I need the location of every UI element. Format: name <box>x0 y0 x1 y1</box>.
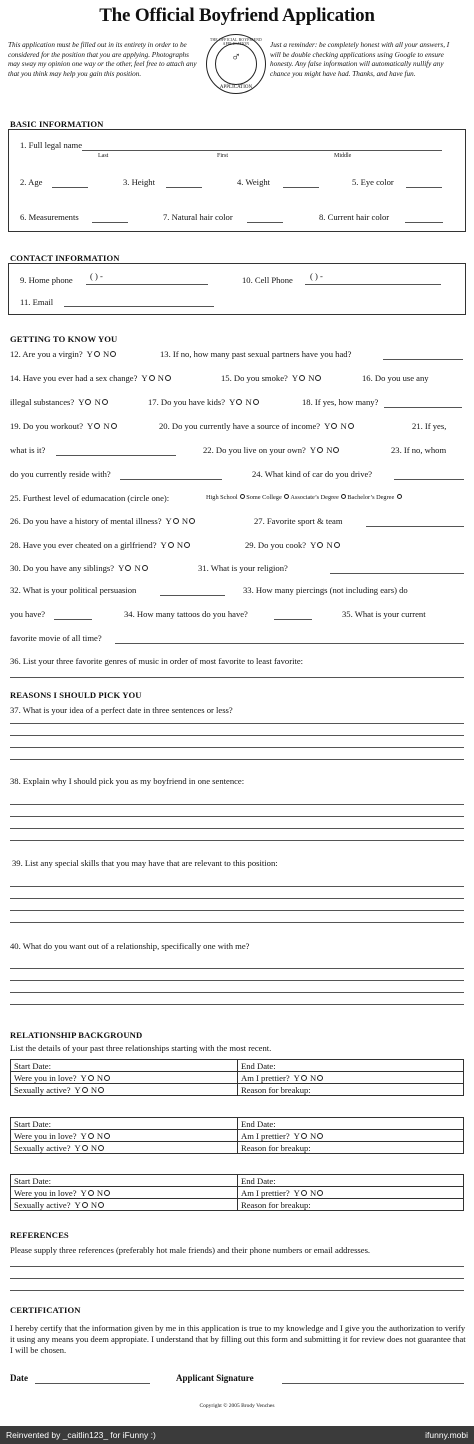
seal-top-text: THE OFFICIAL BOYFRIEND APPLICATION <box>210 38 262 46</box>
in-love-no: N <box>96 1187 104 1198</box>
date-label: Date <box>10 1373 28 1383</box>
sexually-active-cell <box>11 1199 238 1211</box>
signature-field[interactable] <box>282 1383 464 1384</box>
q16-no: N <box>94 397 101 407</box>
breakup-reason-label: Reason for breakup: <box>241 1199 311 1210</box>
answer-line[interactable] <box>10 816 464 817</box>
breakup-reason-cell[interactable] <box>238 1142 464 1154</box>
active-no-radio[interactable] <box>98 1202 104 1208</box>
q36-label: 36. List your three favorite genres of music in order of most favorite to least favorite: <box>10 656 304 666</box>
active-yes: Y <box>74 1142 81 1153</box>
answer-line[interactable] <box>10 747 464 748</box>
q19-no: N <box>103 421 110 431</box>
q25-label: 25. Furthest level of edumacation (circle one): <box>10 493 170 503</box>
q28-row <box>10 540 191 550</box>
q20-yes-radio[interactable] <box>331 423 337 429</box>
in-love-yes-radio[interactable] <box>88 1075 94 1081</box>
prettier-no-radio[interactable] <box>317 1190 323 1196</box>
q1-label: 1. Full legal name <box>20 140 83 150</box>
q14-no: N <box>157 373 164 383</box>
active-no: N <box>90 1084 98 1095</box>
q26-label: 26. Do you have a history of mental illness? <box>10 516 162 526</box>
sexually-active-label: Sexually active? <box>14 1084 71 1095</box>
answer-line[interactable] <box>10 886 464 887</box>
copyright: Copyright © 2005 Brody Venches <box>199 1403 275 1409</box>
edu-option[interactable]: High School <box>206 494 238 501</box>
answer-line[interactable] <box>10 980 464 981</box>
relationship-table-2 <box>10 1117 464 1154</box>
prettier-yes: Y <box>293 1130 300 1141</box>
prettier-yes-radio[interactable] <box>301 1075 307 1081</box>
end-date-cell[interactable] <box>238 1118 464 1130</box>
seal-bottom-text: APPLICATION <box>219 85 253 90</box>
active-yes-radio[interactable] <box>82 1145 88 1151</box>
q36-field[interactable] <box>10 677 464 678</box>
basic-info-heading: BASIC INFORMATION <box>10 119 104 129</box>
in-love-no-radio[interactable] <box>104 1133 110 1139</box>
reference-line[interactable] <box>10 1266 464 1267</box>
q19-label: 19. Do you workout? <box>10 421 84 431</box>
q38-label: 38. Explain why I should pick you as my boyfriend in one sentence: <box>10 776 245 786</box>
sexually-active-label: Sexually active? <box>14 1199 71 1210</box>
q15-yes-radio[interactable] <box>299 375 305 381</box>
answer-line[interactable] <box>10 898 464 899</box>
q20-yes: Y <box>324 421 331 431</box>
middle-label: Middle <box>334 153 352 159</box>
q18-field[interactable] <box>384 407 462 408</box>
natural-hair-field[interactable] <box>247 222 283 223</box>
q37-label: 37. What is your idea of a perfect date in three sentences or less? <box>10 705 233 715</box>
active-yes-radio[interactable] <box>82 1202 88 1208</box>
q31-label: 31. What is your religion? <box>198 563 288 573</box>
in-love-yes: Y <box>80 1130 87 1141</box>
q29-row <box>245 540 341 550</box>
q31-field[interactable] <box>330 573 464 574</box>
in-love-cell <box>11 1187 238 1199</box>
q13-label: 13. If no, how many past sexual partners have you had? <box>160 349 352 359</box>
home-phone-field[interactable] <box>86 284 208 285</box>
current-hair-field[interactable] <box>405 222 443 223</box>
q26-yes: Y <box>165 516 172 526</box>
q29-yes-radio[interactable] <box>317 542 323 548</box>
q28-label: 28. Have you ever cheated on a girlfriend? <box>10 540 157 550</box>
reasons-heading: REASONS I SHOULD PICK YOU <box>10 690 142 700</box>
q7-label: 7. Natural hair color <box>163 212 233 222</box>
answer-line[interactable] <box>10 968 464 969</box>
q29-yes: Y <box>310 540 317 550</box>
q21-label: 21. If yes, <box>412 421 447 431</box>
q22-row <box>203 445 340 455</box>
answer-line[interactable] <box>10 910 464 911</box>
q9-label: 9. Home phone <box>20 275 73 285</box>
q12-yes: Y <box>86 349 93 359</box>
breakup-reason-label: Reason for breakup: <box>241 1084 311 1095</box>
answer-line[interactable] <box>10 804 464 805</box>
q28-no-radio[interactable] <box>184 542 190 548</box>
in-love-no: N <box>96 1072 104 1083</box>
start-date-cell[interactable] <box>11 1060 238 1072</box>
relationship-table-3 <box>10 1174 464 1211</box>
active-yes: Y <box>74 1084 81 1095</box>
q10-label: 10. Cell Phone <box>242 275 293 285</box>
certification-text: I hereby certify that the information given by me in this application is true to my knowledge and I give you the authorization to verify it using any means you deem appropiate. I understand that by filling out this form and submitting it for review does not guarantee that I will be chosen. <box>10 1323 466 1355</box>
breakup-reason-cell[interactable] <box>238 1084 464 1096</box>
q15-row <box>221 373 322 383</box>
prettier-cell <box>238 1130 464 1142</box>
q33b-label: you have? <box>10 609 46 619</box>
active-no: N <box>90 1199 98 1210</box>
in-love-label: Were you in love? <box>14 1072 77 1083</box>
prettier-label: Am I prettier? <box>241 1187 290 1198</box>
prettier-no: N <box>310 1187 317 1198</box>
q26-no: N <box>181 516 189 526</box>
active-yes-radio[interactable] <box>82 1087 88 1093</box>
prettier-cell <box>238 1072 464 1084</box>
answer-line[interactable] <box>10 922 464 923</box>
home-phone-mask: ( ) - <box>90 271 103 281</box>
q5-label: 5. Eye color <box>352 177 394 187</box>
start-date-label: Start Date: <box>14 1060 51 1071</box>
email-field[interactable] <box>64 306 214 307</box>
q17-label: 17. Do you have kids? <box>148 397 226 407</box>
in-love-yes-radio[interactable] <box>88 1190 94 1196</box>
q19-no-radio[interactable] <box>111 423 117 429</box>
last-label: Last <box>98 153 109 159</box>
prettier-yes-radio[interactable] <box>301 1190 307 1196</box>
in-love-label: Were you in love? <box>14 1130 77 1141</box>
q14-yes: Y <box>141 373 148 383</box>
q19-row <box>10 421 118 431</box>
first-label: First <box>217 153 229 159</box>
start-date-cell[interactable] <box>11 1175 238 1187</box>
q16-yes-radio[interactable] <box>85 399 91 405</box>
q17-row <box>148 397 260 407</box>
contact-info-box <box>8 263 466 315</box>
q17-no: N <box>245 397 252 407</box>
q22-yes-radio[interactable] <box>317 447 323 453</box>
in-love-no-radio[interactable] <box>104 1075 110 1081</box>
end-date-cell[interactable] <box>238 1060 464 1072</box>
q35b-label: favorite movie of all time? <box>10 633 102 643</box>
relationship-subtitle: List the details of your past three relationships starting with the most recent. <box>10 1043 272 1053</box>
start-date-label: Start Date: <box>14 1118 51 1129</box>
q29-label: 29. Do you cook? <box>245 540 307 550</box>
in-love-no-radio[interactable] <box>104 1190 110 1196</box>
q32-field[interactable] <box>160 595 225 596</box>
breakup-reason-cell[interactable] <box>238 1199 464 1211</box>
in-love-cell <box>11 1072 238 1084</box>
relationship-heading: RELATIONSHIP BACKGROUND <box>10 1030 143 1040</box>
q27-label: 27. Favorite sport & team <box>254 516 343 526</box>
q12-yes-radio[interactable] <box>94 351 100 357</box>
q30-no: N <box>134 563 141 573</box>
prettier-yes-radio[interactable] <box>301 1133 307 1139</box>
q35-field[interactable] <box>115 643 464 644</box>
q16-label: 16. Do you use any <box>362 373 429 383</box>
q12-row <box>10 349 117 359</box>
sexually-active-cell <box>11 1142 238 1154</box>
edu-option[interactable]: Associate’s Degree <box>290 494 339 501</box>
prettier-no-radio[interactable] <box>317 1075 323 1081</box>
q17-yes: Y <box>229 397 236 407</box>
intro-left: This application must be filled out in its entirety in order to be considered for the position that you are applying. Photographs may sway my opinion one way or the other, feel free to attach any that you think may help you gain this position. <box>8 41 197 78</box>
contact-info-heading: CONTACT INFORMATION <box>10 253 120 263</box>
q12-no: N <box>103 349 110 359</box>
q22-yes: Y <box>309 445 317 455</box>
end-date-label: End Date: <box>241 1175 276 1186</box>
answer-line[interactable] <box>10 723 464 724</box>
active-yes: Y <box>74 1199 81 1210</box>
q26-no-radio[interactable] <box>189 518 195 524</box>
q2-label: 2. Age <box>20 177 43 187</box>
answer-line[interactable] <box>10 840 464 841</box>
q33-field[interactable] <box>54 619 92 620</box>
certification-heading: CERTIFICATION <box>10 1305 81 1315</box>
q16-yes: Y <box>78 397 85 407</box>
active-no-radio[interactable] <box>98 1087 104 1093</box>
q33-label: 33. How many piercings (not including ears) do <box>243 585 408 595</box>
in-love-yes-radio[interactable] <box>88 1133 94 1139</box>
q30-yes: Y <box>118 563 125 573</box>
q23-label: 23. If no, whom <box>391 445 447 455</box>
date-field[interactable] <box>35 1383 150 1384</box>
edu-options <box>206 494 403 501</box>
in-love-cell <box>11 1130 238 1142</box>
q17-no-radio[interactable] <box>253 399 259 405</box>
q16b-row <box>10 397 109 407</box>
q29-no-radio[interactable] <box>334 542 340 548</box>
q23b-label: do you currently reside with? <box>10 469 111 479</box>
q13-field[interactable] <box>383 359 463 360</box>
prettier-yes: Y <box>293 1187 300 1198</box>
edu-option[interactable]: Some College <box>246 494 282 501</box>
eye-color-field[interactable] <box>406 187 442 188</box>
q21b-label: what is it? <box>10 445 46 455</box>
q15-label: 15. Do you smoke? <box>221 373 288 383</box>
in-love-label: Were you in love? <box>14 1187 77 1198</box>
full-name-field[interactable] <box>82 150 442 151</box>
q22-label: 22. Do you live on your own? <box>203 445 306 455</box>
q4-label: 4. Weight <box>237 177 271 187</box>
references-heading: REFERENCES <box>10 1230 69 1240</box>
q30-yes-radio[interactable] <box>125 565 131 571</box>
edu-option[interactable]: Bachelor’s Degree <box>347 494 395 501</box>
q27-field[interactable] <box>366 526 464 527</box>
answer-line[interactable] <box>10 828 464 829</box>
intro-right: Just a reminder: be completely honest with all your answers, I will be double checking applications using Google to ensure honesty. Any false information will automatically nullify any chance you might have had. Thanks, and have fun. <box>270 41 450 78</box>
prettier-label: Am I prettier? <box>241 1072 290 1083</box>
age-field[interactable] <box>52 187 88 188</box>
q30-row <box>10 563 149 573</box>
footer-credit: Reinvented by _caitlin123_ for iFunny :) <box>6 1430 156 1440</box>
male-symbol-icon: ♂ <box>231 49 241 64</box>
q26-yes-radio[interactable] <box>173 518 179 524</box>
prettier-no-radio[interactable] <box>317 1133 323 1139</box>
q19-yes: Y <box>87 421 94 431</box>
cell-phone-field[interactable] <box>305 284 441 285</box>
q20-no: N <box>340 421 347 431</box>
sexually-active-cell <box>11 1084 238 1096</box>
prettier-no: N <box>310 1130 317 1141</box>
answer-line[interactable] <box>10 735 464 736</box>
q28-yes: Y <box>160 540 167 550</box>
q26-row <box>10 516 196 526</box>
know-you-heading: GETTING TO KNOW YOU <box>10 334 118 344</box>
edu-radio[interactable] <box>284 494 289 499</box>
footer-site-link[interactable]: ifunny.mobi <box>425 1430 468 1440</box>
q15-yes: Y <box>291 373 299 383</box>
q30-label: 30. Do you have any siblings? <box>10 563 115 573</box>
q18-label: 18. If yes, how many? <box>302 397 379 407</box>
q20-no-radio[interactable] <box>348 423 354 429</box>
prettier-no: N <box>310 1072 317 1083</box>
q16b-label: illegal substances? <box>10 397 75 407</box>
edu-radio[interactable] <box>341 494 346 499</box>
q28-yes-radio[interactable] <box>168 542 174 548</box>
q19-yes-radio[interactable] <box>94 423 100 429</box>
q3-label: 3. Height <box>123 177 155 187</box>
q17-yes-radio[interactable] <box>236 399 242 405</box>
prettier-yes: Y <box>293 1072 300 1083</box>
signature-label: Applicant Signature <box>176 1373 254 1383</box>
answer-line[interactable] <box>10 759 464 760</box>
measurements-field[interactable] <box>92 222 128 223</box>
q24-field[interactable] <box>394 479 464 480</box>
in-love-yes: Y <box>80 1187 87 1198</box>
end-date-cell[interactable] <box>238 1175 464 1187</box>
active-no-radio[interactable] <box>98 1145 104 1151</box>
reference-line[interactable] <box>10 1278 464 1279</box>
in-love-no: N <box>96 1130 104 1141</box>
in-love-yes: Y <box>80 1072 87 1083</box>
edu-radio[interactable] <box>240 494 245 499</box>
reference-line[interactable] <box>10 1290 464 1291</box>
q20-row <box>159 421 355 431</box>
q29-no: N <box>326 540 333 550</box>
q24-label: 24. What kind of car do you drive? <box>252 469 373 479</box>
start-date-cell[interactable] <box>11 1118 238 1130</box>
q6-label: 6. Measurements <box>20 212 79 222</box>
q14-no-radio[interactable] <box>165 375 171 381</box>
weight-field[interactable] <box>283 187 319 188</box>
q16-no-radio[interactable] <box>102 399 108 405</box>
q15-no-radio[interactable] <box>315 375 321 381</box>
q8-label: 8. Current hair color <box>319 212 390 222</box>
prettier-cell <box>238 1187 464 1199</box>
answer-line[interactable] <box>10 992 464 993</box>
end-date-label: End Date: <box>241 1060 276 1071</box>
q28-no: N <box>176 540 184 550</box>
end-date-label: End Date: <box>241 1118 276 1129</box>
q22-no-radio[interactable] <box>333 447 339 453</box>
answer-line[interactable] <box>10 1004 464 1005</box>
q12-no-radio[interactable] <box>110 351 116 357</box>
q14-label: 14. Have you ever had a sex change? <box>10 373 138 383</box>
q14-row <box>10 373 172 383</box>
q40-label: 40. What do you want out of a relationship, specifically one with me? <box>10 941 250 951</box>
q35-label: 35. What is your current <box>342 609 426 619</box>
q11-label: 11. Email <box>20 297 54 307</box>
q34-label: 34. How many tattoos do you have? <box>124 609 248 619</box>
prettier-label: Am I prettier? <box>241 1130 290 1141</box>
q22-no: N <box>326 445 333 455</box>
sexually-active-label: Sexually active? <box>14 1142 71 1153</box>
official-seal <box>206 34 266 94</box>
q32-label: 32. What is your political persuasion <box>10 585 137 595</box>
cell-phone-mask: ( ) - <box>310 271 323 281</box>
q23-field[interactable] <box>120 479 222 480</box>
q14-yes-radio[interactable] <box>149 375 155 381</box>
start-date-label: Start Date: <box>14 1175 51 1186</box>
page-title: The Official Boyfriend Application <box>99 5 375 26</box>
footer-bar <box>0 1426 474 1444</box>
q30-no-radio[interactable] <box>142 565 148 571</box>
edu-radio[interactable] <box>397 494 402 499</box>
breakup-reason-label: Reason for breakup: <box>241 1142 311 1153</box>
relationship-table-1 <box>10 1059 464 1096</box>
q21-field[interactable] <box>56 455 176 456</box>
active-no: N <box>90 1142 98 1153</box>
q34-field[interactable] <box>274 619 312 620</box>
q15-no: N <box>308 373 315 383</box>
height-field[interactable] <box>166 187 202 188</box>
q20-label: 20. Do you currently have a source of income? <box>159 421 321 431</box>
q12-label: 12. Are you a virgin? <box>10 349 83 359</box>
q39-label: 39. List any special skills that you may have that are relevant to this position: <box>12 858 278 868</box>
references-text: Please supply three references (preferably hot male friends) and their phone numbers or email addresses. <box>10 1245 371 1255</box>
